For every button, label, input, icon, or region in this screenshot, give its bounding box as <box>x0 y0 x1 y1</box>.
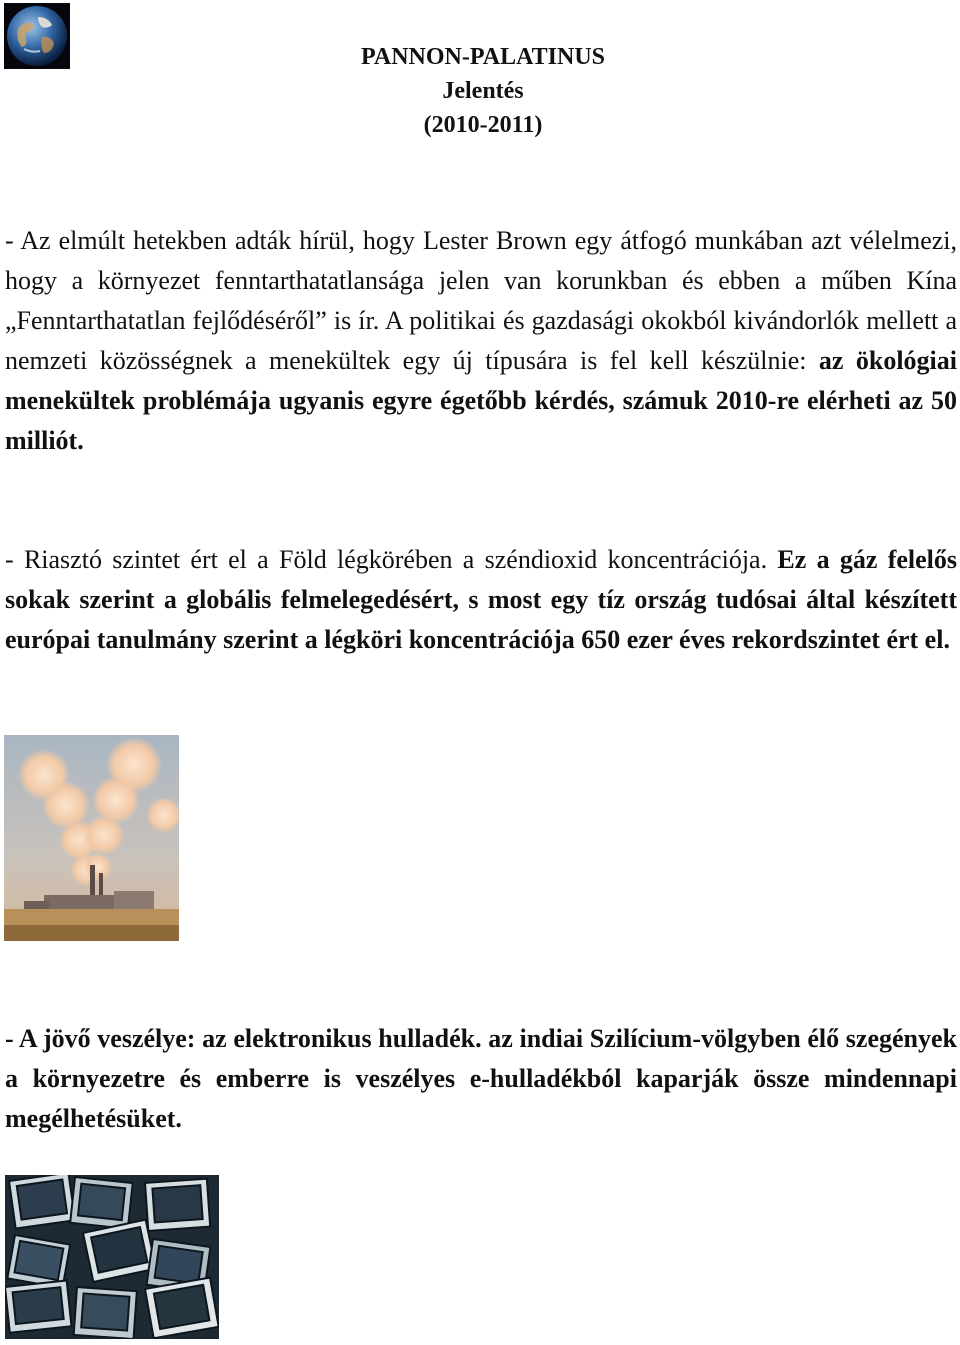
paragraph-lead-text: - Riasztó szintet ért el a Föld légkörében a széndioxid koncentrációja. <box>5 545 778 574</box>
e-waste-monitors-photo <box>5 1175 219 1339</box>
report-period: (2010-2011) <box>423 112 543 138</box>
report-header <box>0 40 960 142</box>
paragraph-bold-text: - A jövő veszélye: az elektronikus hulladék. az indiai Szilícium-völgyben élő szegények a környezetre és emberre is veszélyes e-hulladékból kaparják össze mindennapi megélhetésüket. <box>5 1024 957 1133</box>
paragraph-bold-text: az ökológiai menekültek problémája ugyanis egyre égetőbb kérdés, számuk 2010-re elérheti az 50 milliót. <box>5 346 957 455</box>
org-name: PANNON-PALATINUS <box>361 44 605 70</box>
paragraph-lead-text: - Az elmúlt hetekben adták hírül, hogy Lester Brown egy átfogó munkában azt vélelmezi, hogy a környezet fenntarthatatlansága jelen van korunkban és ebben a műben Kína „Fenntarthatatlan fejlődéséről” is ír. A politikai és gazdasági okokból kivándorlók mellett a nemzeti közösségnek a menekültek egy új típusára is fel kell készülnie: <box>5 226 957 375</box>
paragraph-ecological-refugees <box>5 221 957 461</box>
doc-type: Jelentés <box>442 78 524 104</box>
paragraph-bold-text: Ez a gáz felelős sokak szerint a globális felmelegedésért, s most egy tíz ország tudósai által készített európai tanulmány szerint a légköri koncentrációja 650 ezer éves rekordszintet ért el. <box>5 545 958 654</box>
factory-smoke-photo <box>4 735 179 941</box>
paragraph-co2-concentration <box>5 540 957 660</box>
paragraph-e-waste <box>5 1019 957 1139</box>
